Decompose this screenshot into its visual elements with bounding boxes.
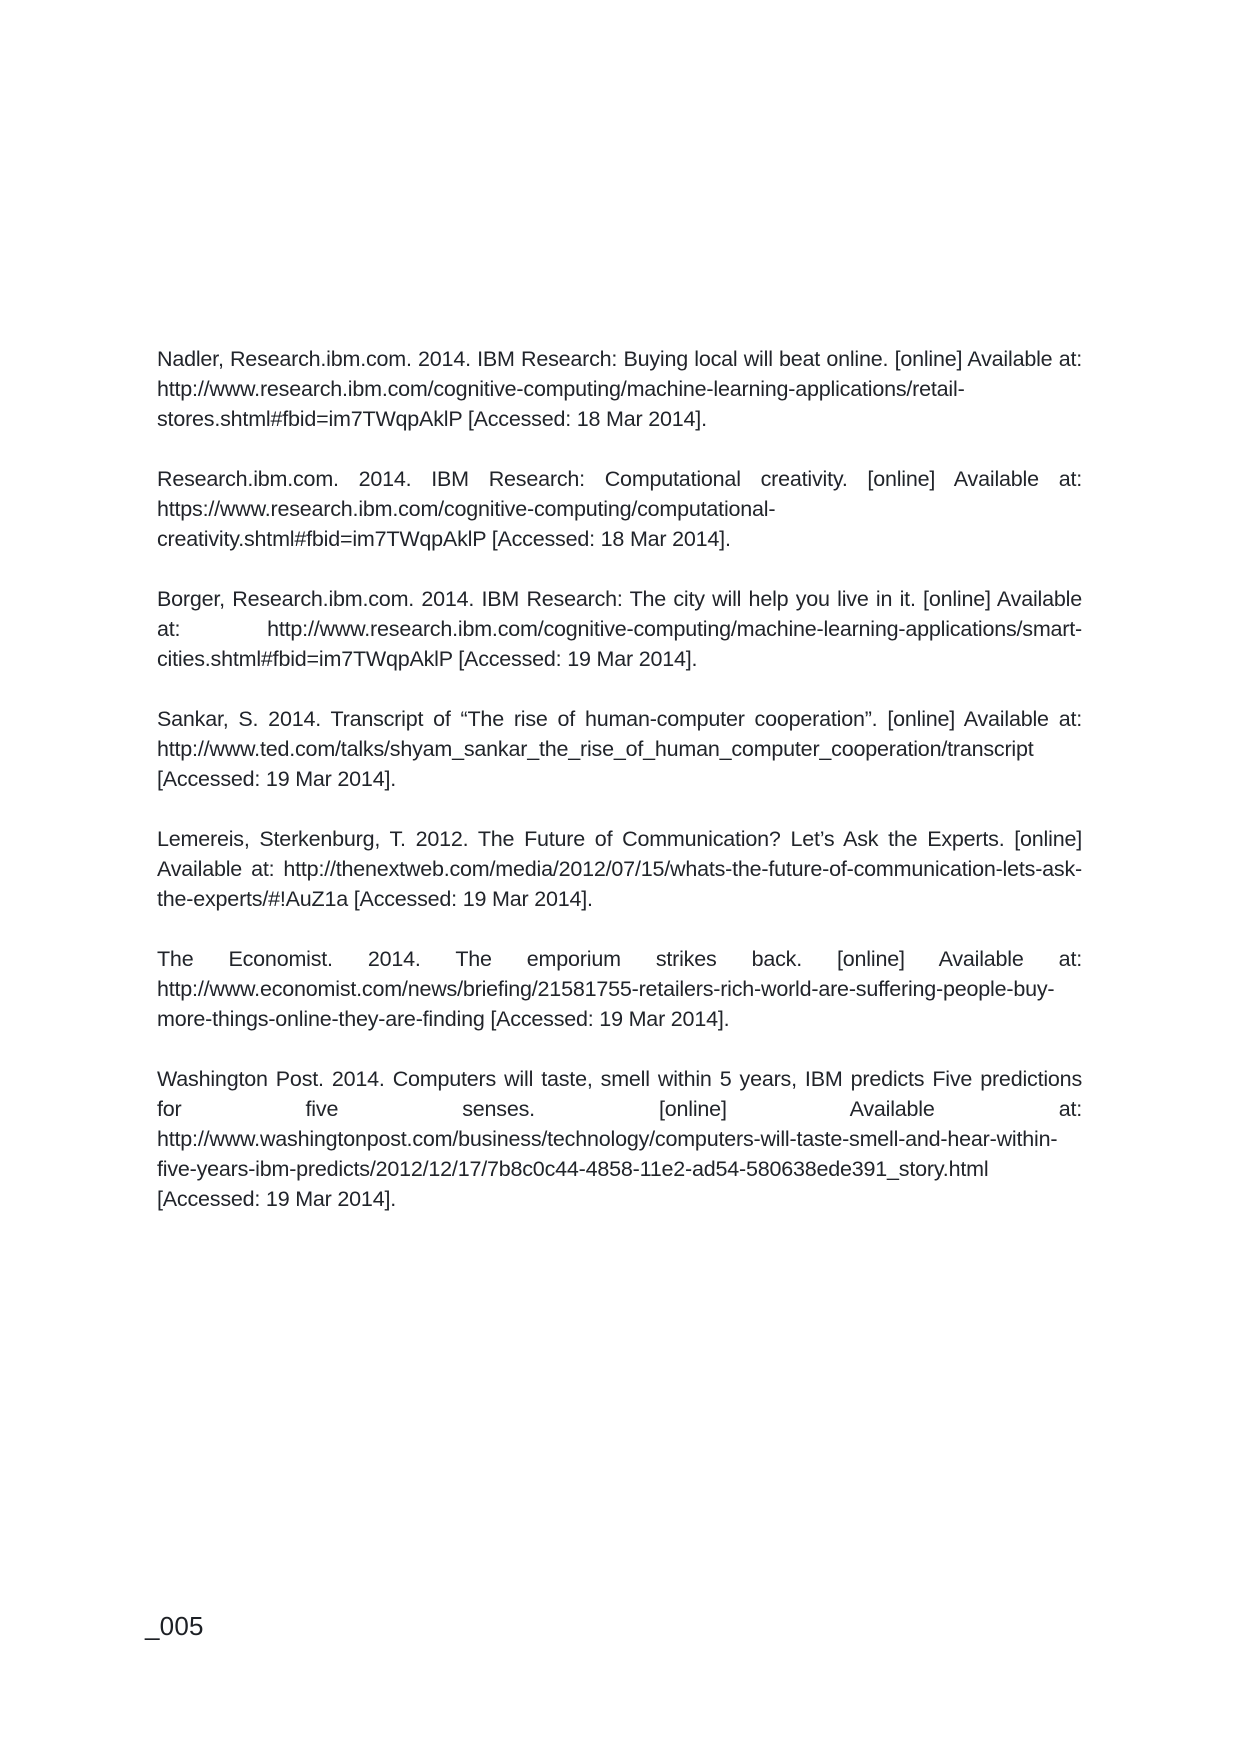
reference-entry: Nadler, Research.ibm.com. 2014. IBM Research: Buying local will beat online. [online] Available at: http://www.research.ibm.com/cognitive-computing/machine-learning-applications/retail-stores.shtml#fbid=im7TWqpAklP [Accessed: 18 Mar 2014].	[157, 347, 1082, 431]
reference-entry: Research.ibm.com. 2014. IBM Research: Computational creativity. [online] Available at: https://www.research.ibm.com/cognitive-computing/computational-creativity.shtml#fbid=im7TWqpAklP [Accessed: 18 Mar 2014].	[157, 467, 1082, 551]
reference-entry: Lemereis, Sterkenburg, T. 2012. The Future of Communication? Let’s Ask the Experts. [online] Available at: http://thenextweb.com/media/2012/07/15/whats-the-future-of-communication-lets-ask-the-experts/#!AuZ1a [Accessed: 19 Mar 2014].	[157, 827, 1082, 911]
reference-entry: The Economist. 2014. The emporium strikes back. [online] Available at: http://www.economist.com/news/briefing/21581755-retailers-rich-world-are-suffering-people-buy-more-things-online-they-are-finding [Accessed: 19 Mar 2014].	[157, 947, 1082, 1031]
reference-entry: Washington Post. 2014. Computers will taste, smell within 5 years, IBM predicts Five predictions for five senses. [online] Available at: http://www.washingtonpost.com/business/technology/computers-will-taste-smell-and-hear-within-five-years-ibm-predicts/2012/12/17/7b8c0c44-4858-11e2-ad54-580638ede391_story.html [Accessed: 19 Mar 2014].	[157, 1067, 1082, 1211]
page-number: _005	[145, 1611, 204, 1641]
reference-entry: Borger, Research.ibm.com. 2014. IBM Research: The city will help you live in it. [online] Available at: http://www.research.ibm.com/cognitive-computing/machine-learning-applications/smart-cities.shtml#fbid=im7TWqpAklP [Accessed: 19 Mar 2014].	[157, 587, 1082, 671]
references-list	[157, 344, 1082, 1244]
reference-entry: Sankar, S. 2014. Transcript of “The rise of human-computer cooperation”. [online] Available at: http://www.ted.com/talks/shyam_sankar_the_rise_of_human_computer_cooperation/transcript [Accessed: 19 Mar 2014].	[157, 707, 1082, 791]
